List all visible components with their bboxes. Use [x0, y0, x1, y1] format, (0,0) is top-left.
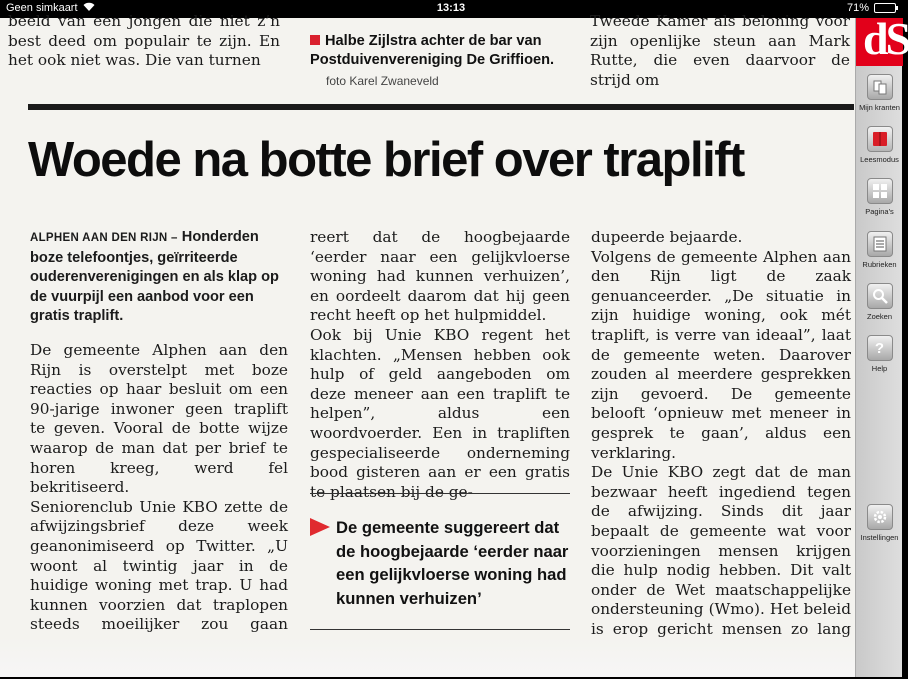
previous-article-tail-col3	[590, 12, 850, 90]
lead-text: Honderden boze telefoontjes, geïrriteerde ouderenverenigingen en als klap op de vuurpijl een aanbod voor een gratis traplift.	[30, 229, 279, 325]
photo-caption	[310, 32, 585, 91]
list-icon	[867, 231, 893, 257]
pull-quote-text: De gemeente suggereert dat de hoogbejaarde ‘eerder naar een gelijkvloerse woning had kunnen verhuizen’	[336, 518, 569, 608]
sidebar-item-label: Pagina's	[865, 207, 894, 216]
book-icon	[867, 126, 893, 152]
sidebar-item-label: Mijn kranten	[859, 103, 900, 112]
quote-arrow-icon	[310, 518, 330, 536]
logo-text: dS	[863, 13, 908, 64]
sidebar-item-label: Help	[871, 364, 888, 373]
caption-text: Halbe Zijlstra achter de bar van Postduivenvereniging De Griffioen.	[310, 33, 555, 68]
newspapers-icon	[867, 74, 893, 100]
reader-sidebar	[855, 13, 908, 677]
article-column-2[interactable]	[310, 228, 570, 502]
logo[interactable]	[856, 13, 908, 66]
article-column-1[interactable]	[30, 228, 288, 674]
photo-credit: foto Karel Zwaneveld	[326, 74, 439, 88]
previous-article-text: beeld van een jongen die niet z’n best deed om populair te zijn. En het ook niet was. Die van turnen	[8, 12, 280, 70]
sidebar-item-paginas[interactable]	[856, 178, 903, 216]
section-divider	[28, 104, 854, 110]
sidebar-item-leesmodus[interactable]	[856, 126, 903, 164]
previous-article-tail-col1	[8, 12, 280, 71]
sidebar-item-instellingen[interactable]	[856, 504, 903, 542]
article-column-3[interactable]	[591, 228, 851, 679]
sidebar-item-label: Leesmodus	[860, 155, 899, 164]
page-bottom-margin	[0, 638, 855, 677]
gear-icon	[867, 504, 893, 530]
sidebar-item-label: Rubrieken	[862, 260, 897, 269]
newspaper-page[interactable]	[0, 12, 855, 677]
sidebar-item-rubrieken[interactable]	[856, 231, 903, 269]
previous-article-text: Tweede Kamer als beloning voor zijn openlijke steun aan Mark Rutte, die even daarvoor de strijd om	[590, 12, 850, 89]
dateline: ALPHEN AAN DEN RIJN –	[30, 232, 178, 244]
clock: 13:13	[436, 2, 466, 14]
caption-marker-icon	[310, 35, 320, 45]
sidebar-item-label: Zoeken	[866, 312, 893, 321]
help-icon: ?	[867, 335, 893, 361]
pull-quote	[310, 493, 570, 630]
grid-icon	[867, 178, 893, 204]
paragraph: Seniorenclub Unie KBO zette de afwijzingsbrief deze week geanonimiseerd op Twitter. „U woont al twintig jaar in de huidige woning met trap. U had kunnen voorzien dat traplopen steeds moeilijker zou gaan	[30, 497, 288, 634]
paragraph: Ook bij Unie KBO regent het klachten. „Mensen hebben ook hulp of geld aangeboden om deze meneer aan een traplift te helpen”, aldus een woordvoerder. Een in trapliften gespecialiseerde onderneming bood gisteren aan er een gratis te plaatsen bij de ge-	[310, 325, 570, 501]
paragraph: De gemeente Alphen aan den Rijn is overstelpt met boze reacties op haar besluit om een 90-jarige inwoner geen traplift te geven. Vooral de botte wijze waarop de man dat per brief te horen kreeg, werd fel bekritiseerd.	[30, 340, 288, 497]
article-headline[interactable]: Woede na botte brief over traplift	[28, 133, 744, 187]
paragraph: reert dat de hoogbejaarde ‘eerder naar een gelijkvloerse woning had kunnen verhuizen’, en oordeelt daarom dat hij geen recht heeft op het hulpmiddel.	[310, 228, 570, 325]
sidebar-item-zoeken[interactable]	[856, 283, 903, 321]
article-lead	[30, 228, 288, 327]
battery-percent: 71%	[846, 2, 869, 14]
search-icon	[867, 283, 893, 309]
paragraph: Volgens de gemeente Alphen aan den Rijn ligt de zaak genuanceerder. „De situatie in zijn huidige woning, ook mét traplift, is verre van ideaal”, laat de gemeente weten. Daarover zouden al meerdere gesprekken zijn gevoerd. De gemeente belooft ‘opnieuw met meneer in gesprek te gaan’, aldus een verklaring.	[591, 247, 851, 462]
paragraph: De Unie KBO zegt dat de man bezwaar heeft ingediend tegen de afwijzing. Sinds dit jaar bepaalt de gemeente wat voor voorzieningen mensen krijgen die hulp nodig hebben. Dit valt onder de Wet maatschappelijke ondersteuning (Wmo). Het beleid is erop gericht mensen zo lang	[591, 463, 851, 638]
sidebar-item-mijn-kranten[interactable]	[856, 74, 903, 112]
sidebar-item-label: Instellingen	[860, 533, 899, 542]
carrier-label: Geen simkaart	[6, 2, 78, 14]
paragraph: dupeerde bejaarde.	[591, 228, 743, 246]
sidebar-item-help[interactable]	[856, 335, 903, 373]
